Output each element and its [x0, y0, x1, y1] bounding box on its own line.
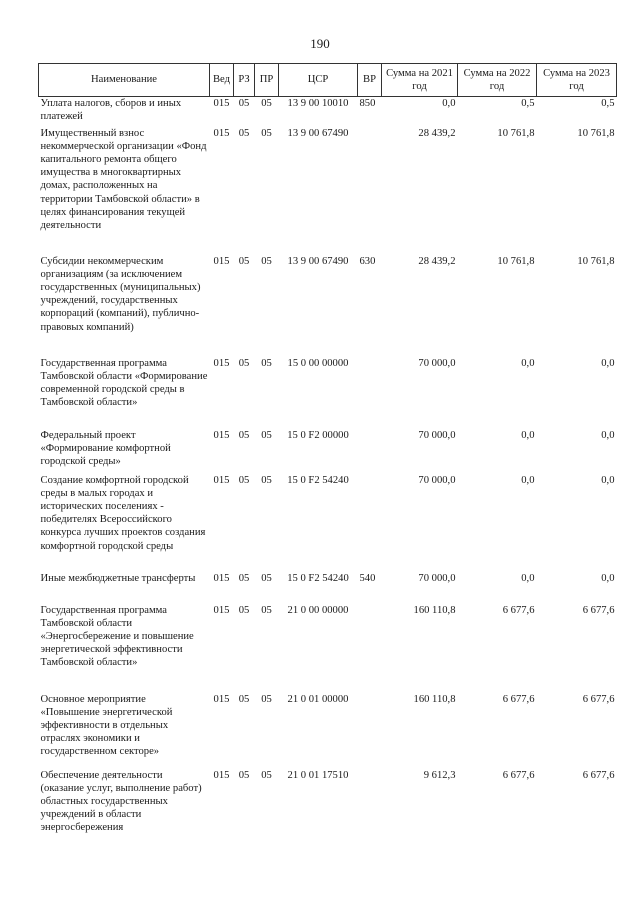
header-sum-2021: Сумма на 2021 год: [382, 64, 458, 97]
table-row: [39, 693, 617, 769]
row-sum-2021: 160 110,8: [413, 693, 456, 705]
row-sum-2022: 10 761,8: [497, 127, 535, 139]
row-pr: 05: [261, 604, 272, 616]
row-csr: 13 9 00 67490: [287, 255, 349, 267]
table-header-row: [39, 64, 617, 97]
row-sum-2023: 0,0: [601, 429, 615, 441]
row-sum-2023: 10 761,8: [577, 127, 615, 139]
row-pr: 05: [261, 98, 272, 109]
row-pr: 05: [261, 474, 272, 486]
row-vr: [358, 769, 382, 849]
row-vr: 850: [359, 98, 376, 109]
row-ved: 015: [213, 357, 230, 369]
row-pr: 05: [261, 127, 272, 139]
row-rz: 05: [238, 769, 250, 781]
table-row: [39, 97, 617, 127]
row-csr: 13 9 00 10010: [287, 98, 349, 109]
table-row: [39, 127, 617, 255]
row-name: Государственная программа Тамбовской области «Энергосбережение и повышение энергетической эффективности Тамбовской области»: [40, 604, 194, 669]
row-rz: 05: [238, 429, 250, 441]
row-sum-2023: 10 761,8: [577, 255, 615, 267]
row-vr: [358, 127, 382, 255]
table-row: [39, 604, 617, 693]
row-sum-2021: 70 000,0: [418, 429, 456, 441]
row-rz: 05: [238, 357, 250, 369]
row-sum-2021: 0,0: [442, 98, 456, 109]
row-rz: 05: [238, 255, 250, 267]
row-sum-2022: 6 677,6: [502, 693, 535, 705]
row-csr: 21 0 01 00000: [287, 693, 349, 705]
row-ved: 015: [213, 255, 230, 267]
row-sum-2021: 28 439,2: [418, 127, 456, 139]
row-ved: 015: [213, 769, 230, 781]
row-csr: 15 0 F2 54240: [287, 572, 349, 584]
row-name: Субсидии некоммерческим организациям (за исключением государственных (муниципальных) учреждений, государственных корпораций (компаний), публично-правовых компаний): [40, 255, 201, 333]
row-csr: 21 0 00 00000: [287, 604, 349, 616]
row-ved: 015: [213, 474, 230, 486]
row-rz: 05: [238, 474, 250, 486]
row-csr: 21 0 01 17510: [287, 769, 349, 781]
row-sum-2022: 0,0: [521, 474, 535, 486]
row-ved: 015: [213, 98, 230, 109]
row-sum-2022: 10 761,8: [497, 255, 535, 267]
row-vr: [358, 357, 382, 429]
row-sum-2022: 0,5: [521, 98, 535, 109]
row-sum-2021: 9 612,3: [423, 769, 456, 781]
row-sum-2022: 0,0: [521, 572, 535, 584]
row-ved: 015: [213, 127, 230, 139]
row-rz: 05: [238, 127, 250, 139]
row-sum-2021: 70 000,0: [418, 474, 456, 486]
row-rz: 05: [238, 604, 250, 616]
row-sum-2022: 0,0: [521, 357, 535, 369]
table-row: [39, 357, 617, 429]
row-csr: 15 0 F2 00000: [287, 429, 349, 441]
header-rz: РЗ: [234, 64, 255, 97]
row-pr: 05: [261, 255, 272, 267]
row-pr: 05: [261, 693, 272, 705]
row-sum-2021: 70 000,0: [418, 357, 456, 369]
row-pr: 05: [261, 429, 272, 441]
row-name: Уплата налогов, сборов и иных платежей: [40, 98, 182, 123]
row-sum-2022: 6 677,6: [502, 769, 535, 781]
row-sum-2023: 0,0: [601, 474, 615, 486]
row-name: Создание комфортной городской среды в малых городах и исторических поселениях - победителях Всероссийского конкурса лучших проектов создания комфортной городской среды: [40, 474, 206, 552]
row-sum-2023: 0,0: [601, 357, 615, 369]
row-ved: 015: [213, 604, 230, 616]
row-sum-2023: 6 677,6: [582, 693, 615, 705]
row-sum-2023: 0,0: [601, 572, 615, 584]
row-name: Государственная программа Тамбовской области «Формирование современной городской среды в Тамбовской области»: [40, 357, 208, 409]
page-number: 190: [310, 36, 330, 51]
table-row: [39, 572, 617, 604]
row-pr: 05: [261, 357, 272, 369]
row-sum-2023: 6 677,6: [582, 769, 615, 781]
row-ved: 015: [213, 693, 230, 705]
row-vr: [358, 474, 382, 572]
header-sum-2022: Сумма на 2022 год: [458, 64, 537, 97]
row-rz: 05: [238, 693, 250, 705]
header-name: Наименование: [39, 64, 210, 97]
row-vr: 540: [359, 572, 376, 584]
row-vr: [358, 604, 382, 693]
row-name: Имущественный взнос некоммерческой организации «Фонд капитального ремонта общего имущества в многоквартирных домах, расположенных на территории Тамбовской области» в целях финансирования текущей деятельности: [40, 127, 207, 231]
row-sum-2022: 6 677,6: [502, 604, 535, 616]
row-rz: 05: [238, 98, 250, 109]
header-pr: ПР: [255, 64, 279, 97]
table-row: [39, 769, 617, 849]
header-ved: Вед: [210, 64, 234, 97]
row-vr: 630: [359, 255, 376, 267]
row-csr: 13 9 00 67490: [287, 127, 349, 139]
row-ved: 015: [213, 572, 230, 584]
row-name: Федеральный проект «Формирование комфортной городской среды»: [40, 429, 171, 467]
row-csr: 15 0 00 00000: [287, 357, 349, 369]
row-name: Основное мероприятие «Повышение энергетической эффективности в отдельных отраслях экономики и государственном секторе»: [40, 693, 173, 758]
row-sum-2021: 160 110,8: [413, 604, 456, 616]
row-sum-2021: 28 439,2: [418, 255, 456, 267]
row-sum-2021: 70 000,0: [418, 572, 456, 584]
row-name: Обеспечение деятельности (оказание услуг, выполнение работ) областных государственных учреждений в области энергосбережения: [40, 769, 202, 834]
row-vr: [358, 429, 382, 474]
row-vr: [358, 693, 382, 769]
table-row: [39, 255, 617, 357]
row-csr: 15 0 F2 54240: [287, 474, 349, 486]
header-vr: ВР: [358, 64, 382, 97]
header-sum-2023: Сумма на 2023 год: [537, 64, 617, 97]
row-name: Иные межбюджетные трансферты: [40, 572, 196, 584]
table-row: [39, 429, 617, 474]
row-rz: 05: [238, 572, 250, 584]
row-sum-2023: 6 677,6: [582, 604, 615, 616]
budget-table: [38, 63, 617, 849]
table-row: [39, 474, 617, 572]
header-csr: ЦСР: [279, 64, 358, 97]
row-pr: 05: [261, 572, 272, 584]
row-ved: 015: [213, 429, 230, 441]
row-pr: 05: [261, 769, 272, 781]
row-sum-2022: 0,0: [521, 429, 535, 441]
row-sum-2023: 0,5: [601, 98, 615, 109]
